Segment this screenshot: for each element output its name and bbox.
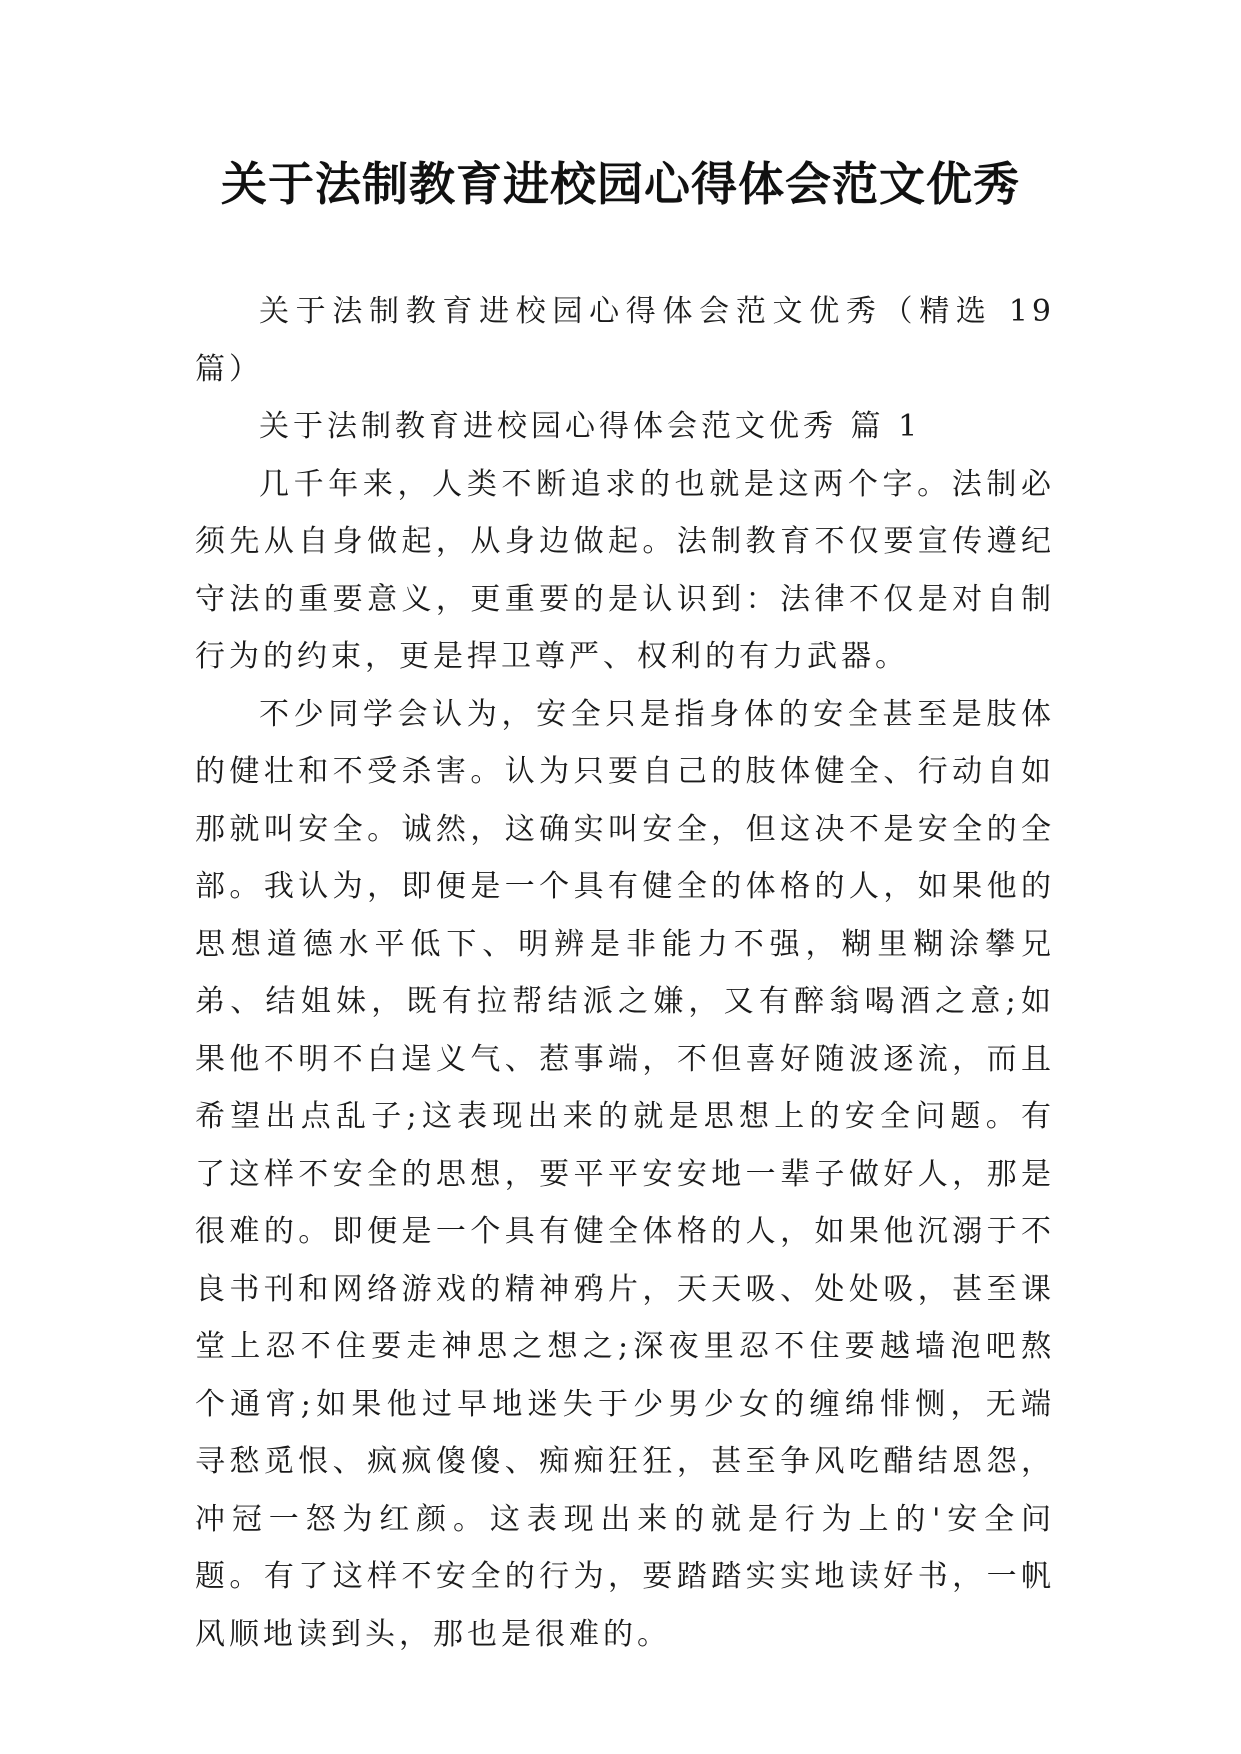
document-title: 关于法制教育进校园心得体会范文优秀 (221, 157, 1020, 211)
body-paragraph: 几千年来，人类不断追求的也就是这两个字。法制必须先从自身做起，从身边做起。法制教育不仅要宣传遵纪守法的重要意义，更重要的是认识到：法律不仅是对自制行为的约束，更是捍卫尊严、权利的有力武器。 (195, 466, 1055, 674)
body-paragraph: 不少同学会认为，安全只是指身体的安全甚至是肢体的健壮和不受杀害。认为只要自己的肢体健全、行动自如那就叫安全。诚然，这确实叫安全，但这决不是安全的全部。我认为，即便是一个具有健全的体格的人，如果他的思想道德水平低下、明辨是非能力不强，糊里糊涂攀兄弟、结姐妹，既有拉帮结派之嫌，又有醉翁喝酒之意;如果他不明不白逞义气、惹事端，不但喜好随波逐流，而且希望出点乱子;这表现出来的就是思想上的安全问题。有了这样不安全的思想，要平平安安地一辈子做好人，那是很难的。即便是一个具有健全体格的人，如果他沉溺于不良书刊和网络游戏的精神鸦片，天天吸、处处吸，甚至课堂上忍不住要走神思之想之;深夜里忍不住要越墙泡吧熬个通宵;如果他过早地迷失于少男少女的缠绵悱恻，无端寻愁觅恨、疯疯傻傻、痴痴狂狂，甚至争风吃醋结恩怨，冲冠一怒为红颜。这表现出来的就是行为上的'安全问题。有了这样不安全的行为，要踏踏实实地读好书，一帆风顺地读到头，那也是很难的。 (195, 696, 1055, 1652)
document-body (195, 283, 1055, 1663)
collection-heading: 关于法制教育进校园心得体会范文优秀（精选 19 篇） (195, 294, 1055, 387)
section-heading: 关于法制教育进校园心得体会范文优秀 篇 1 (259, 409, 922, 444)
